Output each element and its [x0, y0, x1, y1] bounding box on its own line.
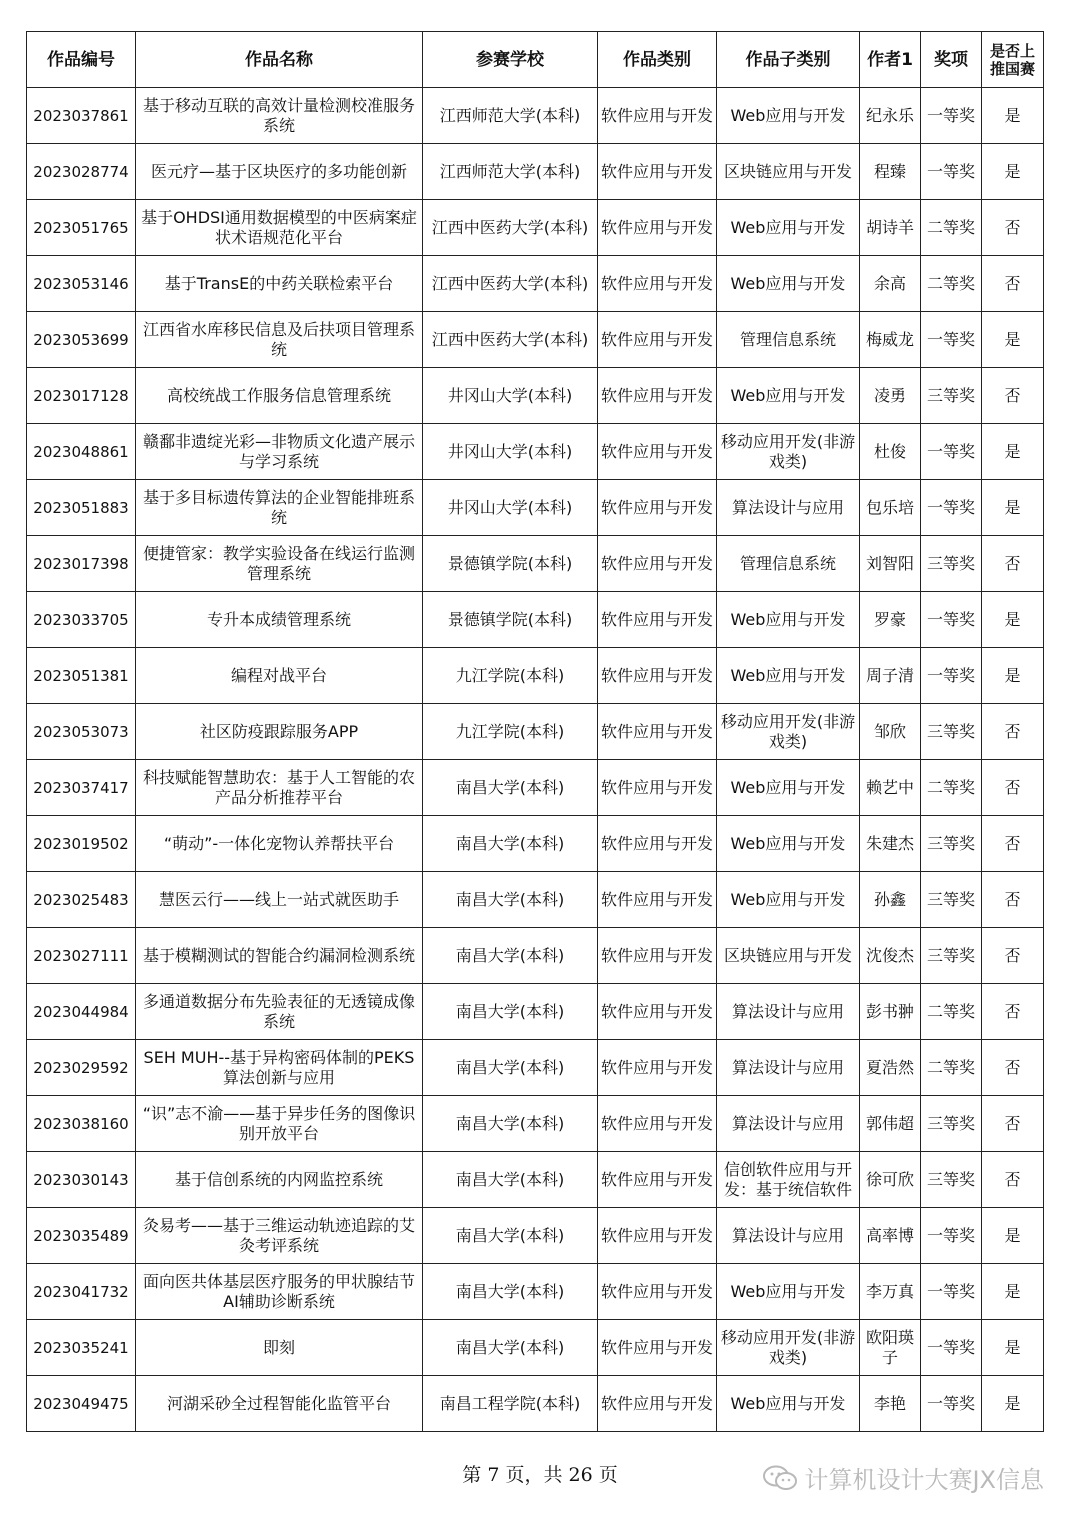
table-row [27, 424, 1044, 480]
cell-award: 一等奖 [921, 1264, 982, 1320]
cell-id: 2023017128 [27, 368, 136, 424]
table-row [27, 536, 1044, 592]
cell-category: 软件应用与开发 [598, 536, 717, 592]
cell-subcategory: Web应用与开发 [717, 592, 860, 648]
cell-author: 孙鑫 [860, 872, 921, 928]
cell-award: 一等奖 [921, 144, 982, 200]
cell-subcategory: Web应用与开发 [717, 1376, 860, 1432]
watermark-text: 计算机设计大赛JX信息 [804, 1466, 1044, 1494]
cell-school: 南昌大学(本科) [423, 1208, 598, 1264]
cell-award: 三等奖 [921, 368, 982, 424]
header-name: 作品名称 [136, 32, 423, 88]
cell-author: 彭书翀 [860, 984, 921, 1040]
table-row [27, 760, 1044, 816]
cell-id: 2023025483 [27, 872, 136, 928]
cell-school: 南昌大学(本科) [423, 1096, 598, 1152]
table-row [27, 816, 1044, 872]
cell-national: 否 [982, 928, 1044, 984]
cell-name: 基于TransE的中药关联检索平台 [136, 256, 423, 312]
cell-national: 是 [982, 1376, 1044, 1432]
cell-id: 2023028774 [27, 144, 136, 200]
cell-author: 罗豪 [860, 592, 921, 648]
cell-author: 郭伟超 [860, 1096, 921, 1152]
table-row [27, 872, 1044, 928]
cell-award: 三等奖 [921, 872, 982, 928]
cell-award: 三等奖 [921, 816, 982, 872]
cell-category: 软件应用与开发 [598, 1264, 717, 1320]
cell-author: 凌勇 [860, 368, 921, 424]
cell-national: 是 [982, 1264, 1044, 1320]
cell-name: 编程对战平台 [136, 648, 423, 704]
header-category: 作品类别 [598, 32, 717, 88]
table-row [27, 592, 1044, 648]
cell-award: 三等奖 [921, 1096, 982, 1152]
cell-author: 杜俊 [860, 424, 921, 480]
cell-school: 江西师范大学(本科) [423, 144, 598, 200]
cell-id: 2023017398 [27, 536, 136, 592]
cell-school: 南昌大学(本科) [423, 1264, 598, 1320]
cell-name: 基于OHDSI通用数据模型的中医病案症状术语规范化平台 [136, 200, 423, 256]
cell-category: 软件应用与开发 [598, 816, 717, 872]
cell-subcategory: 信创软件应用与开发：基于统信软件 [717, 1152, 860, 1208]
cell-category: 软件应用与开发 [598, 424, 717, 480]
cell-national: 否 [982, 760, 1044, 816]
cell-id: 2023051765 [27, 200, 136, 256]
cell-national: 否 [982, 200, 1044, 256]
cell-subcategory: 移动应用开发(非游戏类) [717, 704, 860, 760]
cell-id: 2023053073 [27, 704, 136, 760]
cell-national: 是 [982, 1208, 1044, 1264]
cell-category: 软件应用与开发 [598, 760, 717, 816]
awards-table [26, 31, 1044, 1432]
cell-national: 否 [982, 872, 1044, 928]
cell-subcategory: 移动应用开发(非游戏类) [717, 424, 860, 480]
cell-id: 2023048861 [27, 424, 136, 480]
cell-category: 软件应用与开发 [598, 368, 717, 424]
cell-author: 夏浩然 [860, 1040, 921, 1096]
cell-id: 2023035241 [27, 1320, 136, 1376]
cell-id: 2023038160 [27, 1096, 136, 1152]
cell-category: 软件应用与开发 [598, 1208, 717, 1264]
cell-school: 南昌大学(本科) [423, 928, 598, 984]
cell-category: 软件应用与开发 [598, 984, 717, 1040]
cell-award: 三等奖 [921, 1152, 982, 1208]
cell-national: 是 [982, 144, 1044, 200]
cell-award: 二等奖 [921, 256, 982, 312]
cell-category: 软件应用与开发 [598, 1152, 717, 1208]
cell-id: 2023037417 [27, 760, 136, 816]
cell-school: 江西中医药大学(本科) [423, 200, 598, 256]
cell-subcategory: 算法设计与应用 [717, 1208, 860, 1264]
cell-school: 南昌大学(本科) [423, 1040, 598, 1096]
cell-id: 2023053699 [27, 312, 136, 368]
cell-author: 欧阳瑛子 [860, 1320, 921, 1376]
cell-id: 2023051381 [27, 648, 136, 704]
cell-id: 2023049475 [27, 1376, 136, 1432]
table-row [27, 1320, 1044, 1376]
cell-national: 否 [982, 984, 1044, 1040]
cell-subcategory: 算法设计与应用 [717, 984, 860, 1040]
header-school: 参赛学校 [423, 32, 598, 88]
cell-category: 软件应用与开发 [598, 1040, 717, 1096]
cell-subcategory: 区块链应用与开发 [717, 144, 860, 200]
table-row [27, 1152, 1044, 1208]
cell-award: 一等奖 [921, 312, 982, 368]
cell-author: 邹欣 [860, 704, 921, 760]
cell-author: 周子清 [860, 648, 921, 704]
cell-author: 包乐培 [860, 480, 921, 536]
cell-id: 2023053146 [27, 256, 136, 312]
cell-category: 软件应用与开发 [598, 88, 717, 144]
cell-category: 软件应用与开发 [598, 1376, 717, 1432]
cell-subcategory: Web应用与开发 [717, 200, 860, 256]
cell-national: 是 [982, 424, 1044, 480]
cell-category: 软件应用与开发 [598, 480, 717, 536]
cell-name: “萌动”-一体化宠物认养帮扶平台 [136, 816, 423, 872]
cell-school: 南昌大学(本科) [423, 984, 598, 1040]
table-row [27, 256, 1044, 312]
table-body [27, 88, 1044, 1432]
table-row [27, 1264, 1044, 1320]
cell-author: 余高 [860, 256, 921, 312]
cell-national: 否 [982, 816, 1044, 872]
cell-id: 2023029592 [27, 1040, 136, 1096]
cell-school: 九江学院(本科) [423, 648, 598, 704]
cell-national: 否 [982, 1152, 1044, 1208]
cell-school: 南昌大学(本科) [423, 1152, 598, 1208]
cell-name: 基于模糊测试的智能合约漏洞检测系统 [136, 928, 423, 984]
cell-award: 三等奖 [921, 928, 982, 984]
cell-award: 三等奖 [921, 704, 982, 760]
cell-category: 软件应用与开发 [598, 312, 717, 368]
cell-award: 一等奖 [921, 424, 982, 480]
cell-category: 软件应用与开发 [598, 648, 717, 704]
cell-subcategory: Web应用与开发 [717, 816, 860, 872]
cell-national: 是 [982, 648, 1044, 704]
table-row [27, 312, 1044, 368]
cell-national: 是 [982, 592, 1044, 648]
cell-subcategory: 算法设计与应用 [717, 1040, 860, 1096]
cell-name: “识”志不渝——基于异步任务的图像识别开放平台 [136, 1096, 423, 1152]
cell-author: 李艳 [860, 1376, 921, 1432]
cell-author: 纪永乐 [860, 88, 921, 144]
cell-category: 软件应用与开发 [598, 200, 717, 256]
cell-id: 2023044984 [27, 984, 136, 1040]
cell-name: SEH MUH--基于异构密码体制的PEKS算法创新与应用 [136, 1040, 423, 1096]
cell-school: 景德镇学院(本科) [423, 536, 598, 592]
cell-subcategory: Web应用与开发 [717, 648, 860, 704]
cell-name: 医元疗—基于区块医疗的多功能创新 [136, 144, 423, 200]
header-subcategory: 作品子类别 [717, 32, 860, 88]
cell-award: 一等奖 [921, 1320, 982, 1376]
table-row [27, 704, 1044, 760]
cell-school: 井冈山大学(本科) [423, 424, 598, 480]
cell-award: 二等奖 [921, 200, 982, 256]
cell-subcategory: Web应用与开发 [717, 760, 860, 816]
cell-id: 2023027111 [27, 928, 136, 984]
cell-national: 否 [982, 536, 1044, 592]
cell-national: 是 [982, 1320, 1044, 1376]
cell-subcategory: 管理信息系统 [717, 312, 860, 368]
table-row [27, 368, 1044, 424]
cell-school: 景德镇学院(本科) [423, 592, 598, 648]
cell-name: 多通道数据分布先验表征的无透镜成像系统 [136, 984, 423, 1040]
table-row [27, 200, 1044, 256]
table-row [27, 984, 1044, 1040]
cell-subcategory: Web应用与开发 [717, 368, 860, 424]
cell-category: 软件应用与开发 [598, 592, 717, 648]
header-award: 奖项 [921, 32, 982, 88]
cell-id: 2023019502 [27, 816, 136, 872]
cell-id: 2023035489 [27, 1208, 136, 1264]
cell-id: 2023030143 [27, 1152, 136, 1208]
header-id: 作品编号 [27, 32, 136, 88]
header-author: 作者1 [860, 32, 921, 88]
cell-name: 基于多目标遗传算法的企业智能排班系统 [136, 480, 423, 536]
cell-national: 否 [982, 704, 1044, 760]
cell-school: 九江学院(本科) [423, 704, 598, 760]
table-row [27, 1376, 1044, 1432]
cell-subcategory: 算法设计与应用 [717, 480, 860, 536]
cell-award: 一等奖 [921, 1208, 982, 1264]
cell-category: 软件应用与开发 [598, 872, 717, 928]
cell-category: 软件应用与开发 [598, 256, 717, 312]
table-row [27, 648, 1044, 704]
wechat-icon [762, 1464, 798, 1492]
page-number: 第 7 页，共 26 页 [462, 1464, 618, 1486]
cell-name: 即刻 [136, 1320, 423, 1376]
cell-category: 软件应用与开发 [598, 1320, 717, 1376]
cell-subcategory: 管理信息系统 [717, 536, 860, 592]
cell-award: 二等奖 [921, 1040, 982, 1096]
cell-award: 二等奖 [921, 984, 982, 1040]
cell-national: 否 [982, 256, 1044, 312]
cell-award: 一等奖 [921, 1376, 982, 1432]
cell-school: 井冈山大学(本科) [423, 480, 598, 536]
cell-national: 否 [982, 368, 1044, 424]
cell-author: 李万真 [860, 1264, 921, 1320]
cell-school: 江西中医药大学(本科) [423, 256, 598, 312]
table-row [27, 1040, 1044, 1096]
cell-award: 一等奖 [921, 88, 982, 144]
cell-name: 专升本成绩管理系统 [136, 592, 423, 648]
cell-name: 科技赋能智慧助农：基于人工智能的农产品分析推荐平台 [136, 760, 423, 816]
table-row [27, 480, 1044, 536]
cell-name: 赣鄱非遗绽光彩—非物质文化遗产展示与学习系统 [136, 424, 423, 480]
cell-subcategory: Web应用与开发 [717, 1264, 860, 1320]
table-row [27, 928, 1044, 984]
cell-school: 井冈山大学(本科) [423, 368, 598, 424]
cell-name: 高校统战工作服务信息管理系统 [136, 368, 423, 424]
cell-name: 江西省水库移民信息及后扶项目管理系统 [136, 312, 423, 368]
cell-author: 沈俊杰 [860, 928, 921, 984]
cell-national: 否 [982, 1096, 1044, 1152]
cell-name: 面向医共体基层医疗服务的甲状腺结节AI辅助诊断系统 [136, 1264, 423, 1320]
cell-name: 便捷管家：教学实验设备在线运行监测管理系统 [136, 536, 423, 592]
cell-category: 软件应用与开发 [598, 144, 717, 200]
cell-national: 是 [982, 88, 1044, 144]
cell-award: 一等奖 [921, 480, 982, 536]
cell-name: 灸易考——基于三维运动轨迹追踪的艾灸考评系统 [136, 1208, 423, 1264]
table-row [27, 1208, 1044, 1264]
cell-school: 南昌大学(本科) [423, 1320, 598, 1376]
cell-award: 一等奖 [921, 648, 982, 704]
cell-name: 社区防疫跟踪服务APP [136, 704, 423, 760]
cell-author: 刘智阳 [860, 536, 921, 592]
cell-name: 基于信创系统的内网监控系统 [136, 1152, 423, 1208]
cell-author: 程臻 [860, 144, 921, 200]
cell-subcategory: 算法设计与应用 [717, 1096, 860, 1152]
cell-category: 软件应用与开发 [598, 928, 717, 984]
cell-award: 一等奖 [921, 592, 982, 648]
cell-author: 赖艺中 [860, 760, 921, 816]
cell-author: 朱建杰 [860, 816, 921, 872]
cell-school: 南昌工程学院(本科) [423, 1376, 598, 1432]
table-row [27, 1096, 1044, 1152]
cell-name: 河湖采砂全过程智能化监管平台 [136, 1376, 423, 1432]
watermark [762, 1460, 1044, 1495]
cell-author: 高率博 [860, 1208, 921, 1264]
table-row [27, 88, 1044, 144]
cell-school: 南昌大学(本科) [423, 816, 598, 872]
cell-id: 2023037861 [27, 88, 136, 144]
cell-school: 江西师范大学(本科) [423, 88, 598, 144]
cell-school: 南昌大学(本科) [423, 760, 598, 816]
cell-school: 江西中医药大学(本科) [423, 312, 598, 368]
cell-subcategory: Web应用与开发 [717, 256, 860, 312]
cell-id: 2023041732 [27, 1264, 136, 1320]
table-row [27, 144, 1044, 200]
cell-name: 慧医云行——线上一站式就医助手 [136, 872, 423, 928]
cell-id: 2023051883 [27, 480, 136, 536]
cell-national: 是 [982, 480, 1044, 536]
cell-category: 软件应用与开发 [598, 704, 717, 760]
cell-national: 是 [982, 312, 1044, 368]
cell-category: 软件应用与开发 [598, 1096, 717, 1152]
cell-national: 否 [982, 1040, 1044, 1096]
header-national: 是否上推国赛 [982, 32, 1044, 88]
cell-subcategory: 移动应用开发(非游戏类) [717, 1320, 860, 1376]
cell-author: 胡诗羊 [860, 200, 921, 256]
cell-author: 徐可欣 [860, 1152, 921, 1208]
cell-award: 二等奖 [921, 760, 982, 816]
cell-subcategory: 区块链应用与开发 [717, 928, 860, 984]
cell-subcategory: Web应用与开发 [717, 88, 860, 144]
cell-award: 三等奖 [921, 536, 982, 592]
cell-name: 基于移动互联的高效计量检测校准服务系统 [136, 88, 423, 144]
header-row [27, 32, 1044, 88]
cell-school: 南昌大学(本科) [423, 872, 598, 928]
cell-author: 梅威龙 [860, 312, 921, 368]
cell-subcategory: Web应用与开发 [717, 872, 860, 928]
cell-id: 2023033705 [27, 592, 136, 648]
